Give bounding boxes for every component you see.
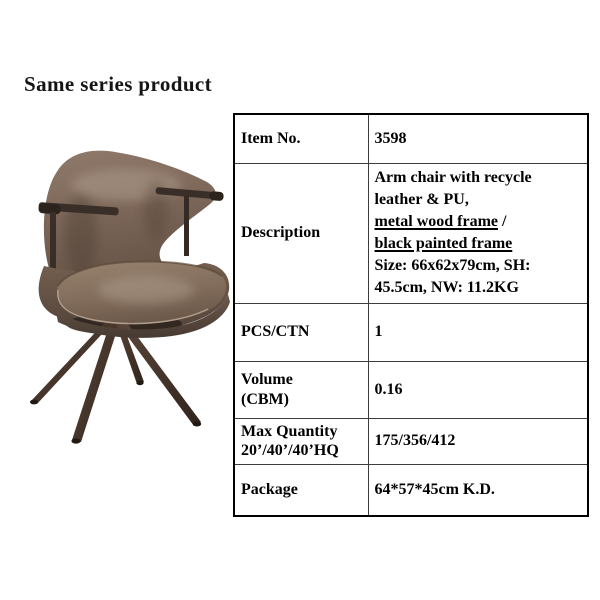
max-quantity-label xyxy=(234,418,368,464)
table-row xyxy=(234,361,588,418)
volume-value: 0.16 xyxy=(368,361,588,418)
table-row xyxy=(234,418,588,464)
volume-label xyxy=(234,361,368,418)
arm-chair-illustration xyxy=(6,140,238,480)
table-row xyxy=(234,114,588,163)
max-quantity-label-line2: 20’/40’/40’HQ xyxy=(241,442,339,459)
pcs-ctn-label: PCS/CTN xyxy=(234,303,368,361)
product-photo xyxy=(6,140,238,480)
table-row xyxy=(234,303,588,361)
table-row xyxy=(234,163,588,303)
description-label: Description xyxy=(234,163,368,303)
package-label: Package xyxy=(234,464,368,516)
item-no-value: 3598 xyxy=(368,114,588,163)
volume-label-line2: (CBM) xyxy=(241,390,289,408)
pcs-ctn-value: 1 xyxy=(368,303,588,361)
page-title: Same series product xyxy=(24,72,213,96)
spec-table xyxy=(233,113,589,517)
table-row xyxy=(234,464,588,516)
max-quantity-value: 175/356/412 xyxy=(368,418,588,464)
description-value: Arm chair with recycle leather & PU, metal wood frame / black painted frame Size: 66x62x79cm, SH: 45.5cm, NW: 11.2KG xyxy=(368,163,588,303)
item-no-label: Item No. xyxy=(234,114,368,163)
volume-label-line1: Volume xyxy=(241,371,293,389)
max-quantity-label-line1: Max Quantity xyxy=(241,422,338,440)
package-value: 64*57*45cm K.D. xyxy=(368,464,588,516)
